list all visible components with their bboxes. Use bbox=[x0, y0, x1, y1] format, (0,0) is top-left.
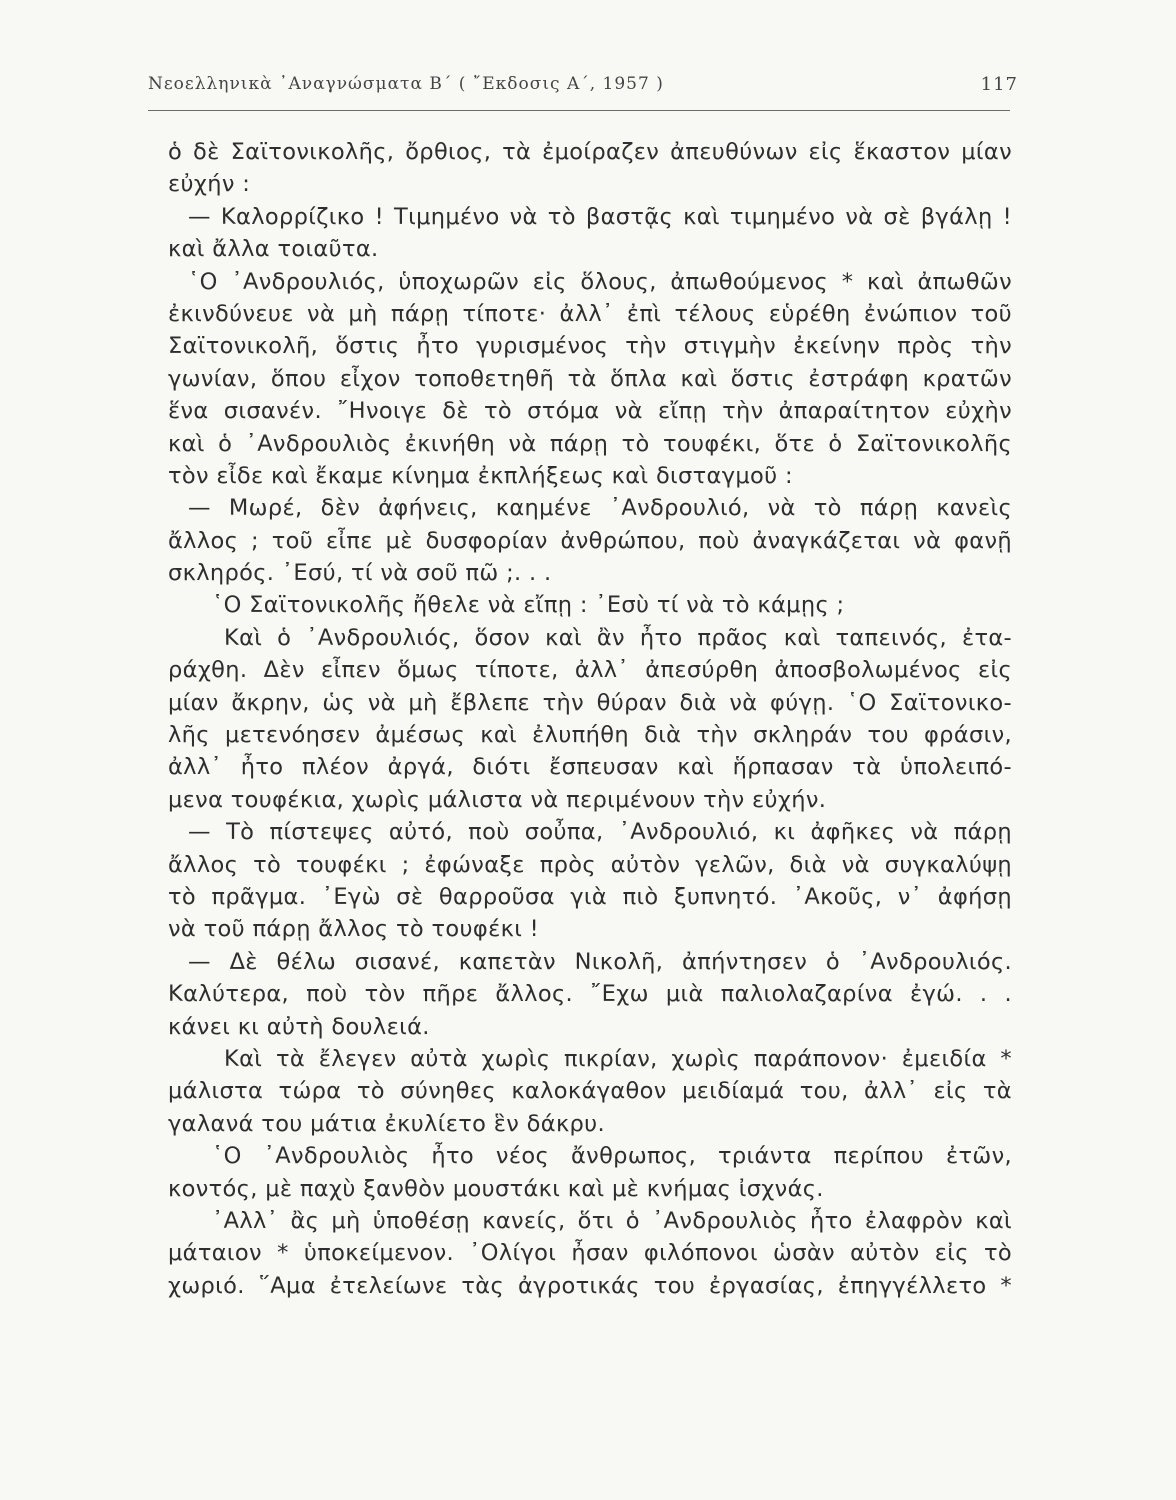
text-line: — Καλορρίζικο ! Τιμημένο νὰ τὸ βαστᾷς καὶ τιμημένο νὰ σὲ βγάλῃ ! bbox=[188, 203, 1012, 230]
text-line: ἄλλος ; τοῦ εἶπε μὲ δυσφορίαν ἀνθρώπου, ποὺ ἀναγκάζεται νὰ φανῇ bbox=[168, 527, 1012, 554]
text-line: χωριό. ῞Αμα ἐτελείωνε τὰς ἀγροτικάς του ἐργασίας, ἐπηγγέλλετο * bbox=[168, 1272, 1012, 1299]
text-line: — Τὸ πίστεψες αὐτό, ποὺ σοὖπα, ᾿Ανδρουλιό, κι ἀφῆκες νὰ πάρῃ bbox=[188, 819, 1012, 846]
text-line: μάταιον * ὑποκείμενον. ᾿Ολίγοι ἦσαν φιλόπονοι ὡσὰν αὐτὸν εἰς τὸ bbox=[168, 1240, 1012, 1267]
text-line: — Δὲ θέλω σισανέ, καπετὰν Νικολῆ, ἀπήντησεν ὁ ᾿Ανδρουλιός. bbox=[188, 948, 1012, 975]
page-number: 117 bbox=[980, 74, 1018, 95]
text-line: κοντός, μὲ παχὺ ξανθὸν μουστάκι καὶ μὲ κνήμας ἰσχνάς. bbox=[168, 1175, 824, 1202]
running-header bbox=[148, 74, 1018, 108]
text-line: Σαϊτονικολῆ, ὅστις ἦτο γυρισμένος τὴν στιγμὴν ἐκείνην πρὸς τὴν bbox=[168, 333, 1012, 360]
text-line: τὸν εἶδε καὶ ἔκαμε κίνημα ἐκπλήξεως καὶ δισταγμοῦ : bbox=[168, 462, 793, 489]
running-title: Νεοελληνικὰ ᾿Αναγνώσματα Β΄ ( ῎Εκδοσις Α΄, 1957 ) bbox=[148, 74, 664, 94]
text-line: ἄλλος τὸ τουφέκι ; ἐφώναξε πρὸς αὐτὸν γελῶν, διὰ νὰ συγκαλύψῃ bbox=[168, 851, 1012, 878]
text-line: Καὶ ὁ ᾿Ανδρουλιός, ὅσον καὶ ἂν ἦτο πρᾶος καὶ ταπεινός, ἐτα- bbox=[224, 624, 1012, 651]
text-line: ᾿Αλλ᾿ ἂς μὴ ὑποθέσῃ κανείς, ὅτι ὁ ᾿Ανδρουλιὸς ἦτο ἐλαφρὸν καὶ bbox=[212, 1207, 1012, 1234]
text-line: ἀλλ᾿ ἦτο πλέον ἀργά, διότι ἔσπευσαν καὶ ἥρπασαν τὰ ὑπολειπό- bbox=[168, 754, 1012, 781]
text-line: κάνει κι αὐτὴ δουλειά. bbox=[168, 1013, 430, 1040]
text-line: καὶ ἄλλα τοιαῦτα. bbox=[168, 236, 379, 263]
text-line: ράχθη. Δὲν εἶπεν ὅμως τίποτε, ἀλλ᾿ ἀπεσύρθη ἀποσβολωμένος εἰς bbox=[168, 657, 1012, 684]
text-line: Καὶ τὰ ἔλεγεν αὐτὰ χωρὶς πικρίαν, χωρὶς παράπονον· ἐμειδία * bbox=[224, 1045, 1012, 1072]
text-line: ῾Ο Σαϊτονικολῆς ἤθελε νὰ εἴπῃ : ᾿Εσὺ τί νὰ τὸ κάμῃς ; bbox=[212, 592, 845, 619]
text-line: σκληρός. ᾿Εσύ, τί νὰ σοῦ πῶ ;. . . bbox=[168, 560, 552, 587]
text-line: μενα τουφέκια, χωρὶς μάλιστα νὰ περιμένουν τὴν εὐχήν. bbox=[168, 786, 827, 813]
text-line: τὸ πρᾶγμα. ᾿Εγὼ σὲ θαρροῦσα γιὰ πιὸ ξυπνητό. ᾿Ακοῦς, ν᾿ ἀφήσῃ bbox=[168, 883, 1012, 910]
header-rule bbox=[148, 110, 1010, 111]
text-line: καὶ ὁ ᾿Ανδρουλιὸς ἐκινήθη νὰ πάρῃ τὸ τουφέκι, ὅτε ὁ Σαϊτονικολῆς bbox=[168, 430, 1012, 457]
text-line: μίαν ἄκρην, ὡς νὰ μὴ ἔβλεπε τὴν θύραν διὰ νὰ φύγῃ. ῾Ο Σαϊτονικο- bbox=[168, 689, 1012, 716]
text-line: εὐχήν : bbox=[168, 171, 251, 198]
text-line: — Μωρέ, δὲν ἀφήνεις, καημένε ᾿Ανδρουλιό, νὰ τὸ πάρῃ κανεὶς bbox=[188, 495, 1012, 522]
text-line: γαλανά του μάτια ἐκυλίετο ἓν δάκρυ. bbox=[168, 1110, 606, 1137]
text-line: μάλιστα τώρα τὸ σύνηθες καλοκάγαθον μειδίαμά του, ἀλλ᾿ εἰς τὰ bbox=[168, 1078, 1012, 1105]
text-line: γωνίαν, ὅπου εἶχον τοποθετηθῆ τὰ ὅπλα καὶ ὅστις ἐστράφη κρατῶν bbox=[168, 365, 1012, 392]
text-line: ὁ δὲ Σαϊτονικολῆς, ὄρθιος, τὰ ἐμοίραζεν ἀπευθύνων εἰς ἕκαστον μίαν bbox=[168, 139, 1012, 165]
text-line: νὰ τοῦ πάρῃ ἄλλος τὸ τουφέκι ! bbox=[168, 916, 540, 943]
text-line: λῆς μετενόησεν ἀμέσως καὶ ἐλυπήθη διὰ τὴν σκληράν του φράσιν, bbox=[168, 722, 1012, 749]
text-line: Καλύτερα, ποὺ τὸν πῆρε ἄλλος. ῎Εχω μιὰ παλιολαζαρίνα ἐγώ. . . bbox=[168, 981, 1012, 1008]
text-line: ἐκινδύνευε νὰ μὴ πάρῃ τίποτε· ἀλλ᾿ ἐπὶ τέλους εὑρέθη ἐνώπιον τοῦ bbox=[168, 300, 1012, 327]
text-line: ῾Ο ᾿Ανδρουλιός, ὑποχωρῶν εἰς ὅλους, ἀπωθούμενος * καὶ ἀπωθῶν bbox=[188, 268, 1012, 295]
body-text bbox=[168, 136, 1012, 1302]
text-line: ἕνα σισανέν. ῎Ηνοιγε δὲ τὸ στόμα νὰ εἴπῃ τὴν ἀπαραίτητον εὐχὴν bbox=[168, 398, 1012, 425]
text-line: ῾Ο ᾿Ανδρουλιὸς ἦτο νέος ἄνθρωπος, τριάντα περίπου ἐτῶν, bbox=[212, 1143, 1012, 1170]
